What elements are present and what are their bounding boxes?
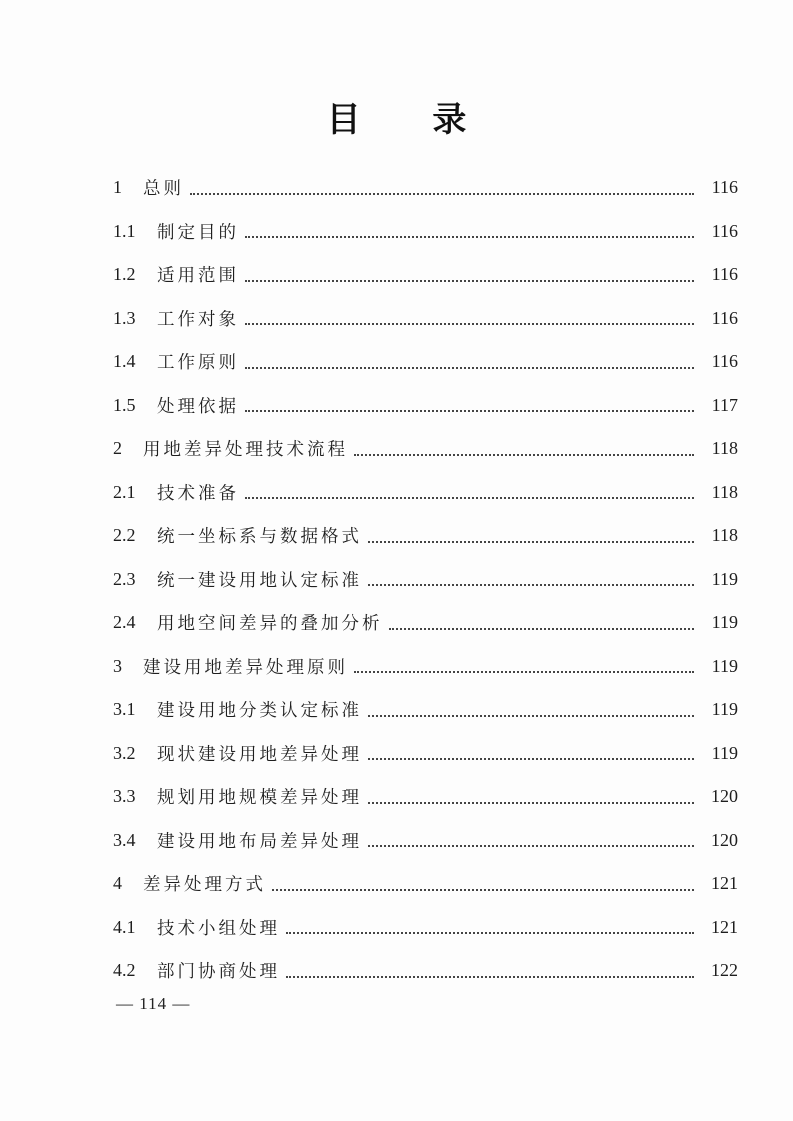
toc-entry-page: 119 xyxy=(711,655,738,676)
toc-dot-leader xyxy=(272,889,694,891)
toc-entry-title: 用地空间差异的叠加分析 xyxy=(157,614,383,635)
toc-entry-number: 2.1 xyxy=(113,481,136,502)
toc-dot-leader xyxy=(389,628,695,630)
toc-entry-page: 120 xyxy=(711,829,738,850)
toc-entry[interactable] xyxy=(113,732,738,776)
toc-dot-leader xyxy=(368,584,694,586)
toc-entry-number: 4.1 xyxy=(113,916,136,937)
toc-entry-title: 统一建设用地认定标准 xyxy=(157,570,362,591)
toc-entry-number: 1 xyxy=(113,177,122,198)
toc-entry-number: 2.2 xyxy=(113,525,136,546)
toc-entry[interactable] xyxy=(113,862,738,906)
toc-entry-number: 4.2 xyxy=(113,960,136,981)
toc-dot-leader xyxy=(368,541,694,543)
toc-entry-title: 建设用地差异处理原则 xyxy=(143,657,348,678)
toc-entry-title: 处理依据 xyxy=(157,396,239,417)
toc-entry-number: 3.2 xyxy=(113,742,136,763)
toc-dot-leader xyxy=(245,280,694,282)
toc-entry-page: 118 xyxy=(711,481,738,502)
toc-entry[interactable] xyxy=(113,949,738,993)
toc-entry[interactable] xyxy=(113,558,738,602)
table-of-contents xyxy=(113,166,738,993)
page-title: 目 录 xyxy=(326,100,497,140)
toc-entry[interactable] xyxy=(113,427,738,471)
toc-entry-number: 2 xyxy=(113,438,122,459)
toc-entry[interactable] xyxy=(113,645,738,689)
toc-entry-title: 技术准备 xyxy=(157,483,239,504)
toc-entry-page: 119 xyxy=(711,612,738,633)
toc-entry-title: 统一坐标系与数据格式 xyxy=(157,527,362,548)
toc-entry-title: 建设用地分类认定标准 xyxy=(157,701,362,722)
toc-entry-number: 2.3 xyxy=(113,568,136,589)
toc-entry-title: 部门协商处理 xyxy=(157,962,280,983)
toc-entry-title: 差异处理方式 xyxy=(143,875,266,896)
toc-entry-number: 4 xyxy=(113,873,122,894)
toc-entry-page: 116 xyxy=(711,307,738,328)
toc-entry-page: 116 xyxy=(711,351,738,372)
toc-entry[interactable] xyxy=(113,253,738,297)
toc-entry-number: 1.3 xyxy=(113,307,136,328)
toc-entry-number: 2.4 xyxy=(113,612,136,633)
page-number-footer: — 114 — xyxy=(116,994,191,1013)
toc-entry[interactable] xyxy=(113,688,738,732)
toc-dot-leader xyxy=(245,236,694,238)
toc-entry[interactable] xyxy=(113,297,738,341)
toc-entry[interactable] xyxy=(113,601,738,645)
toc-entry-title: 技术小组处理 xyxy=(157,918,280,939)
toc-entry-page: 116 xyxy=(711,264,738,285)
toc-entry[interactable] xyxy=(113,775,738,819)
toc-entry-title: 适用范围 xyxy=(157,266,239,287)
toc-entry-title: 用地差异处理技术流程 xyxy=(143,440,348,461)
toc-entry-page: 122 xyxy=(711,960,738,981)
toc-dot-leader xyxy=(286,932,694,934)
toc-entry-title: 建设用地布局差异处理 xyxy=(157,831,362,852)
toc-dot-leader xyxy=(354,454,694,456)
toc-dot-leader xyxy=(286,976,694,978)
toc-entry-page: 118 xyxy=(711,438,738,459)
toc-entry[interactable] xyxy=(113,340,738,384)
toc-dot-leader xyxy=(245,410,694,412)
toc-entry-number: 3 xyxy=(113,655,122,676)
toc-dot-leader xyxy=(190,193,694,195)
toc-entry-title: 现状建设用地差异处理 xyxy=(157,744,362,765)
toc-dot-leader xyxy=(368,802,694,804)
toc-dot-leader xyxy=(245,323,694,325)
toc-dot-leader xyxy=(368,715,694,717)
toc-entry-page: 118 xyxy=(711,525,738,546)
toc-entry-number: 1.2 xyxy=(113,264,136,285)
toc-entry-number: 1.4 xyxy=(113,351,136,372)
toc-entry[interactable] xyxy=(113,819,738,863)
toc-dot-leader xyxy=(368,845,694,847)
toc-dot-leader xyxy=(245,497,694,499)
toc-entry-page: 120 xyxy=(711,786,738,807)
toc-entry-number: 3.3 xyxy=(113,786,136,807)
toc-dot-leader xyxy=(354,671,694,673)
toc-entry[interactable] xyxy=(113,166,738,210)
toc-entry-number: 3.1 xyxy=(113,699,136,720)
toc-entry-page: 116 xyxy=(711,177,738,198)
toc-entry-page: 119 xyxy=(711,568,738,589)
toc-entry[interactable] xyxy=(113,471,738,515)
toc-entry-number: 1.1 xyxy=(113,220,136,241)
toc-entry-page: 116 xyxy=(711,220,738,241)
toc-entry-page: 119 xyxy=(711,699,738,720)
toc-entry-number: 3.4 xyxy=(113,829,136,850)
toc-entry-title: 制定目的 xyxy=(157,222,239,243)
toc-entry-title: 总则 xyxy=(143,179,184,200)
toc-dot-leader xyxy=(368,758,694,760)
toc-entry[interactable] xyxy=(113,514,738,558)
toc-entry-title: 规划用地规模差异处理 xyxy=(157,788,362,809)
toc-entry-page: 121 xyxy=(711,916,738,937)
toc-entry[interactable] xyxy=(113,384,738,428)
toc-entry-page: 119 xyxy=(711,742,738,763)
toc-entry-page: 121 xyxy=(711,873,738,894)
toc-entry-number: 1.5 xyxy=(113,394,136,415)
toc-entry[interactable] xyxy=(113,906,738,950)
toc-entry-title: 工作原则 xyxy=(157,353,239,374)
toc-entry-page: 117 xyxy=(711,394,738,415)
toc-entry[interactable] xyxy=(113,210,738,254)
toc-dot-leader xyxy=(245,367,694,369)
toc-entry-title: 工作对象 xyxy=(157,309,239,330)
